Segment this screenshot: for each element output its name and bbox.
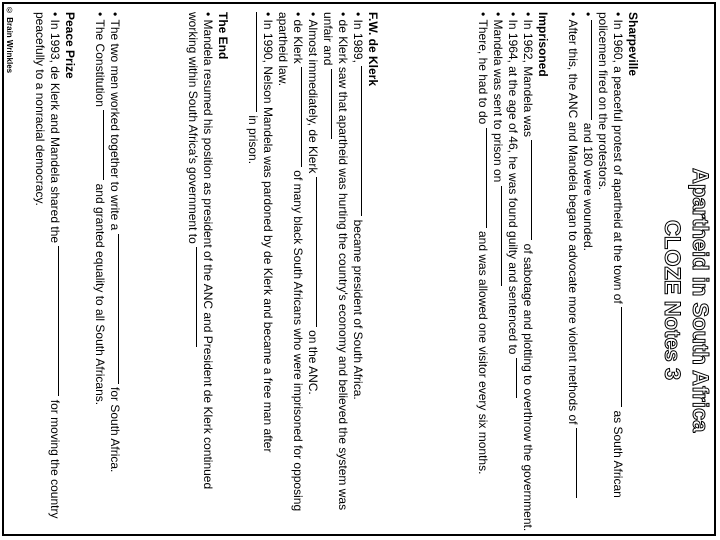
fill-in-blank[interactable] (501, 186, 502, 286)
fill-in-blank[interactable] (576, 428, 577, 498)
list-item: • The two men worked together to write a for South Africa. (108, 12, 122, 473)
spacer (550, 12, 565, 532)
list-item: • de Klerk of many black South Africans who were imprisoned for opposing apartheid law. (276, 12, 305, 512)
section-heading-deklerk: F.W. de Klerk (366, 12, 380, 87)
fill-in-blank[interactable] (486, 128, 487, 228)
list-item: • Mandela was sent to prison on (490, 12, 505, 532)
notes-column-middle (130, 12, 380, 532)
fill-in-blank[interactable] (103, 110, 104, 180)
fill-in-blank[interactable] (516, 358, 517, 398)
list-item: • Almost immediately, de Klerk on the ANC. (306, 12, 320, 395)
list-item: • de Klerk saw that apartheid was hurting the country's economy and believed the system was unfair and (321, 12, 350, 511)
list-item: • In 1989, became president of South Africa. (351, 12, 365, 400)
title-line-1: Apartheid in South Africa (688, 167, 713, 433)
section-heading-peace-prize: Peace Prize (63, 12, 77, 79)
section-heading-imprisoned: Imprisoned (536, 12, 550, 77)
fill-in-blank[interactable] (331, 69, 332, 139)
spacer (230, 12, 245, 532)
list-item: • In 1960, a peaceful protest of apartheid at the town of as South African policemen fired on the protestors. (596, 12, 625, 498)
copyright-text: © Brain Wrinkles (5, 6, 14, 74)
list-item: • Mandela resumed his position as president of the ANC and President de Klerk continued working within South Africa's government to (186, 12, 215, 490)
fill-in-blank[interactable] (316, 177, 317, 327)
spacer (77, 12, 92, 532)
title-line-2: CLOZE Notes 3 (660, 219, 685, 381)
notes-column-right (390, 12, 640, 532)
worksheet-title (652, 150, 714, 450)
fill-in-blank[interactable] (531, 140, 532, 240)
fill-in-blank[interactable] (256, 12, 257, 112)
section-heading-sharpeville: Sharpeville (626, 12, 640, 77)
fill-in-blank[interactable] (591, 20, 592, 120)
fill-in-blank[interactable] (118, 234, 119, 384)
list-item: • In 1964, at the age of 46, he was found guilty and sentenced to (505, 12, 520, 532)
notes-column-left (12, 12, 122, 532)
fill-in-blank[interactable] (196, 247, 197, 347)
list-item: • There, he had to do and was allowed one visitor every six months. (476, 12, 490, 475)
fill-in-blank[interactable] (361, 66, 362, 216)
list-item: • and 180 were wounded. (581, 12, 595, 251)
list-item: • In 1962, Mandela was of sabotage and plotting to overthrow the government. (521, 12, 535, 532)
list-item: • The Constitution and granted equality to all South Africans. (93, 12, 107, 406)
section-heading-the-end: The End (216, 12, 230, 60)
list-item: • In 1990, Nelson Mandela was pardoned by de Klerk and became a free man after in prison. (246, 12, 275, 453)
fill-in-blank[interactable] (301, 67, 302, 167)
list-item: • After this, the ANC and Mandela began to advocate more violent methods of (565, 12, 580, 532)
fill-in-blank[interactable] (58, 246, 59, 396)
list-item: • In 1993, de Klerk and Mandela shared the for moving the country peacefully to a nonracial democracy. (33, 12, 62, 519)
fill-in-blank[interactable] (621, 307, 622, 407)
